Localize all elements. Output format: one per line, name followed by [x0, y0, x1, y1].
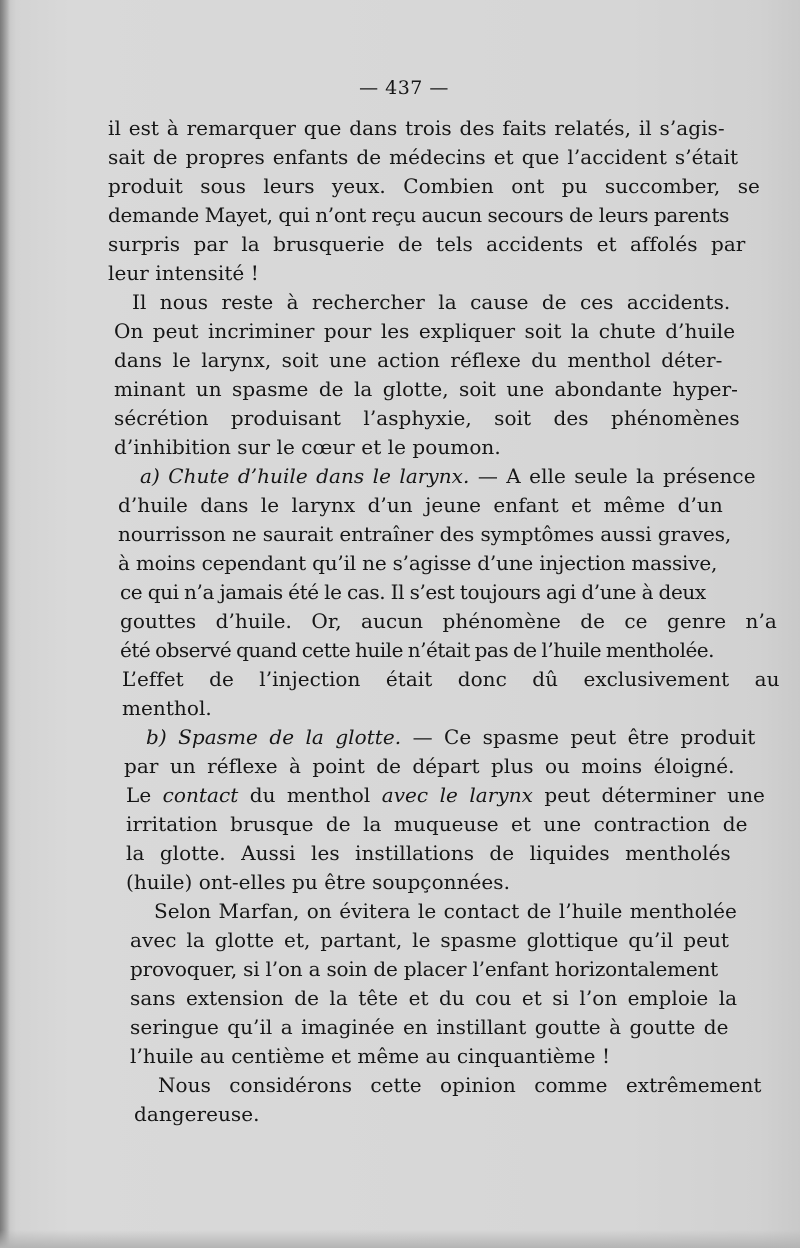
text-line: d’huile dans le larynx d’un jeune enfant et même d’un	[118, 493, 723, 517]
text-line: sans extension de la tête et du cou et si l’on emploie la	[130, 986, 738, 1010]
text-line: menthol.	[122, 696, 212, 720]
text-line: provoquer, si l’on a soin de placer l’enfant horizontalement	[130, 957, 719, 981]
section-letter: b)	[146, 725, 167, 749]
section-title: Spasme de la glotte.	[178, 725, 402, 749]
text-line-mixed	[108, 781, 765, 810]
text-line: gouttes d’huile. Or, aucun phénomène de ce genre n’a	[120, 609, 777, 633]
section-heading-rest: — Ce spasme peut être produit	[401, 725, 756, 749]
text-line: dans le larynx, soit une action réflexe du menthol déter-	[114, 348, 723, 372]
text-line: dangereuse.	[134, 1102, 260, 1126]
text-line: sécrétion produisant l’asphyxie, soit des phénomènes	[114, 406, 740, 430]
section-title: Chute d’huile dans le larynx.	[168, 464, 470, 488]
section-b-heading	[108, 723, 756, 752]
text-line: nourrisson ne saurait entraîner des symptômes aussi graves,	[118, 522, 732, 546]
text-line: à moins cependant qu’il ne s’agisse d’une injection massive,	[118, 551, 718, 575]
italic-term: contact	[162, 783, 239, 807]
mixed-suffix: peut déterminer une	[532, 783, 765, 807]
section-heading-rest: — A elle seule la présence	[469, 464, 756, 488]
text-line: la glotte. Aussi les instillations de liquides mentholés	[126, 841, 731, 865]
text-line: leur intensité !	[108, 261, 259, 285]
text-line: Il nous reste à rechercher la cause de ces accidents.	[132, 290, 731, 314]
text-line: ce qui n’a jamais été le cas. Il s’est toujours agi d’une à deux	[120, 580, 706, 604]
text-line: irritation brusque de la muqueuse et une contraction de	[126, 812, 748, 836]
text-line: Nous considérons cette opinion comme extrêmement	[158, 1073, 762, 1097]
section-a-heading	[108, 462, 756, 491]
text-line: (huile) ont-elles pu être soupçonnées.	[126, 870, 511, 894]
text-line: L’effet de l’injection était donc dû exclusivement au	[122, 667, 780, 691]
text-line: demande Mayet, qui n’ont reçu aucun secours de leurs parents	[108, 203, 730, 227]
text-line: seringue qu’il a imaginée en instillant goutte à goutte de	[130, 1015, 729, 1039]
body-text	[108, 114, 780, 1129]
mixed-prefix: Le	[126, 783, 163, 807]
text-line: surpris par la brusquerie de tels accidents et affolés par	[108, 232, 746, 256]
text-line: minant un spasme de la glotte, soit une abondante hyper-	[114, 377, 738, 401]
text-line: On peut incriminer pour les expliquer soit la chute d’huile	[114, 319, 736, 343]
text-line: l’huile au centième et même au cinquantième !	[130, 1044, 611, 1068]
text-line: été observé quand cette huile n’était pas de l’huile mentholée.	[120, 638, 715, 662]
mixed-middle: du menthol	[238, 783, 382, 807]
text-line: il est à remarquer que dans trois des faits relatés, il s’agis-	[108, 116, 725, 140]
page-gutter-shadow	[0, 0, 10, 1248]
section-letter: a)	[140, 464, 160, 488]
page-bottom-shadow	[0, 1230, 800, 1248]
text-line: sait de propres enfants de médecins et que l’accident s’était	[108, 145, 739, 169]
page-number: — 437 —	[359, 77, 449, 99]
italic-term: avec le larynx	[381, 783, 533, 807]
text-line: avec la glotte et, partant, le spasme glottique qu’il peut	[130, 928, 730, 952]
text-line: par un réflexe à point de départ plus ou moins éloigné.	[124, 754, 735, 778]
text-line: produit sous leurs yeux. Combien ont pu succomber, se	[108, 174, 760, 198]
text-line: Selon Marfan, on évitera le contact de l’huile mentholée	[154, 899, 737, 923]
text-line: d’inhibition sur le cœur et le poumon.	[114, 435, 501, 459]
